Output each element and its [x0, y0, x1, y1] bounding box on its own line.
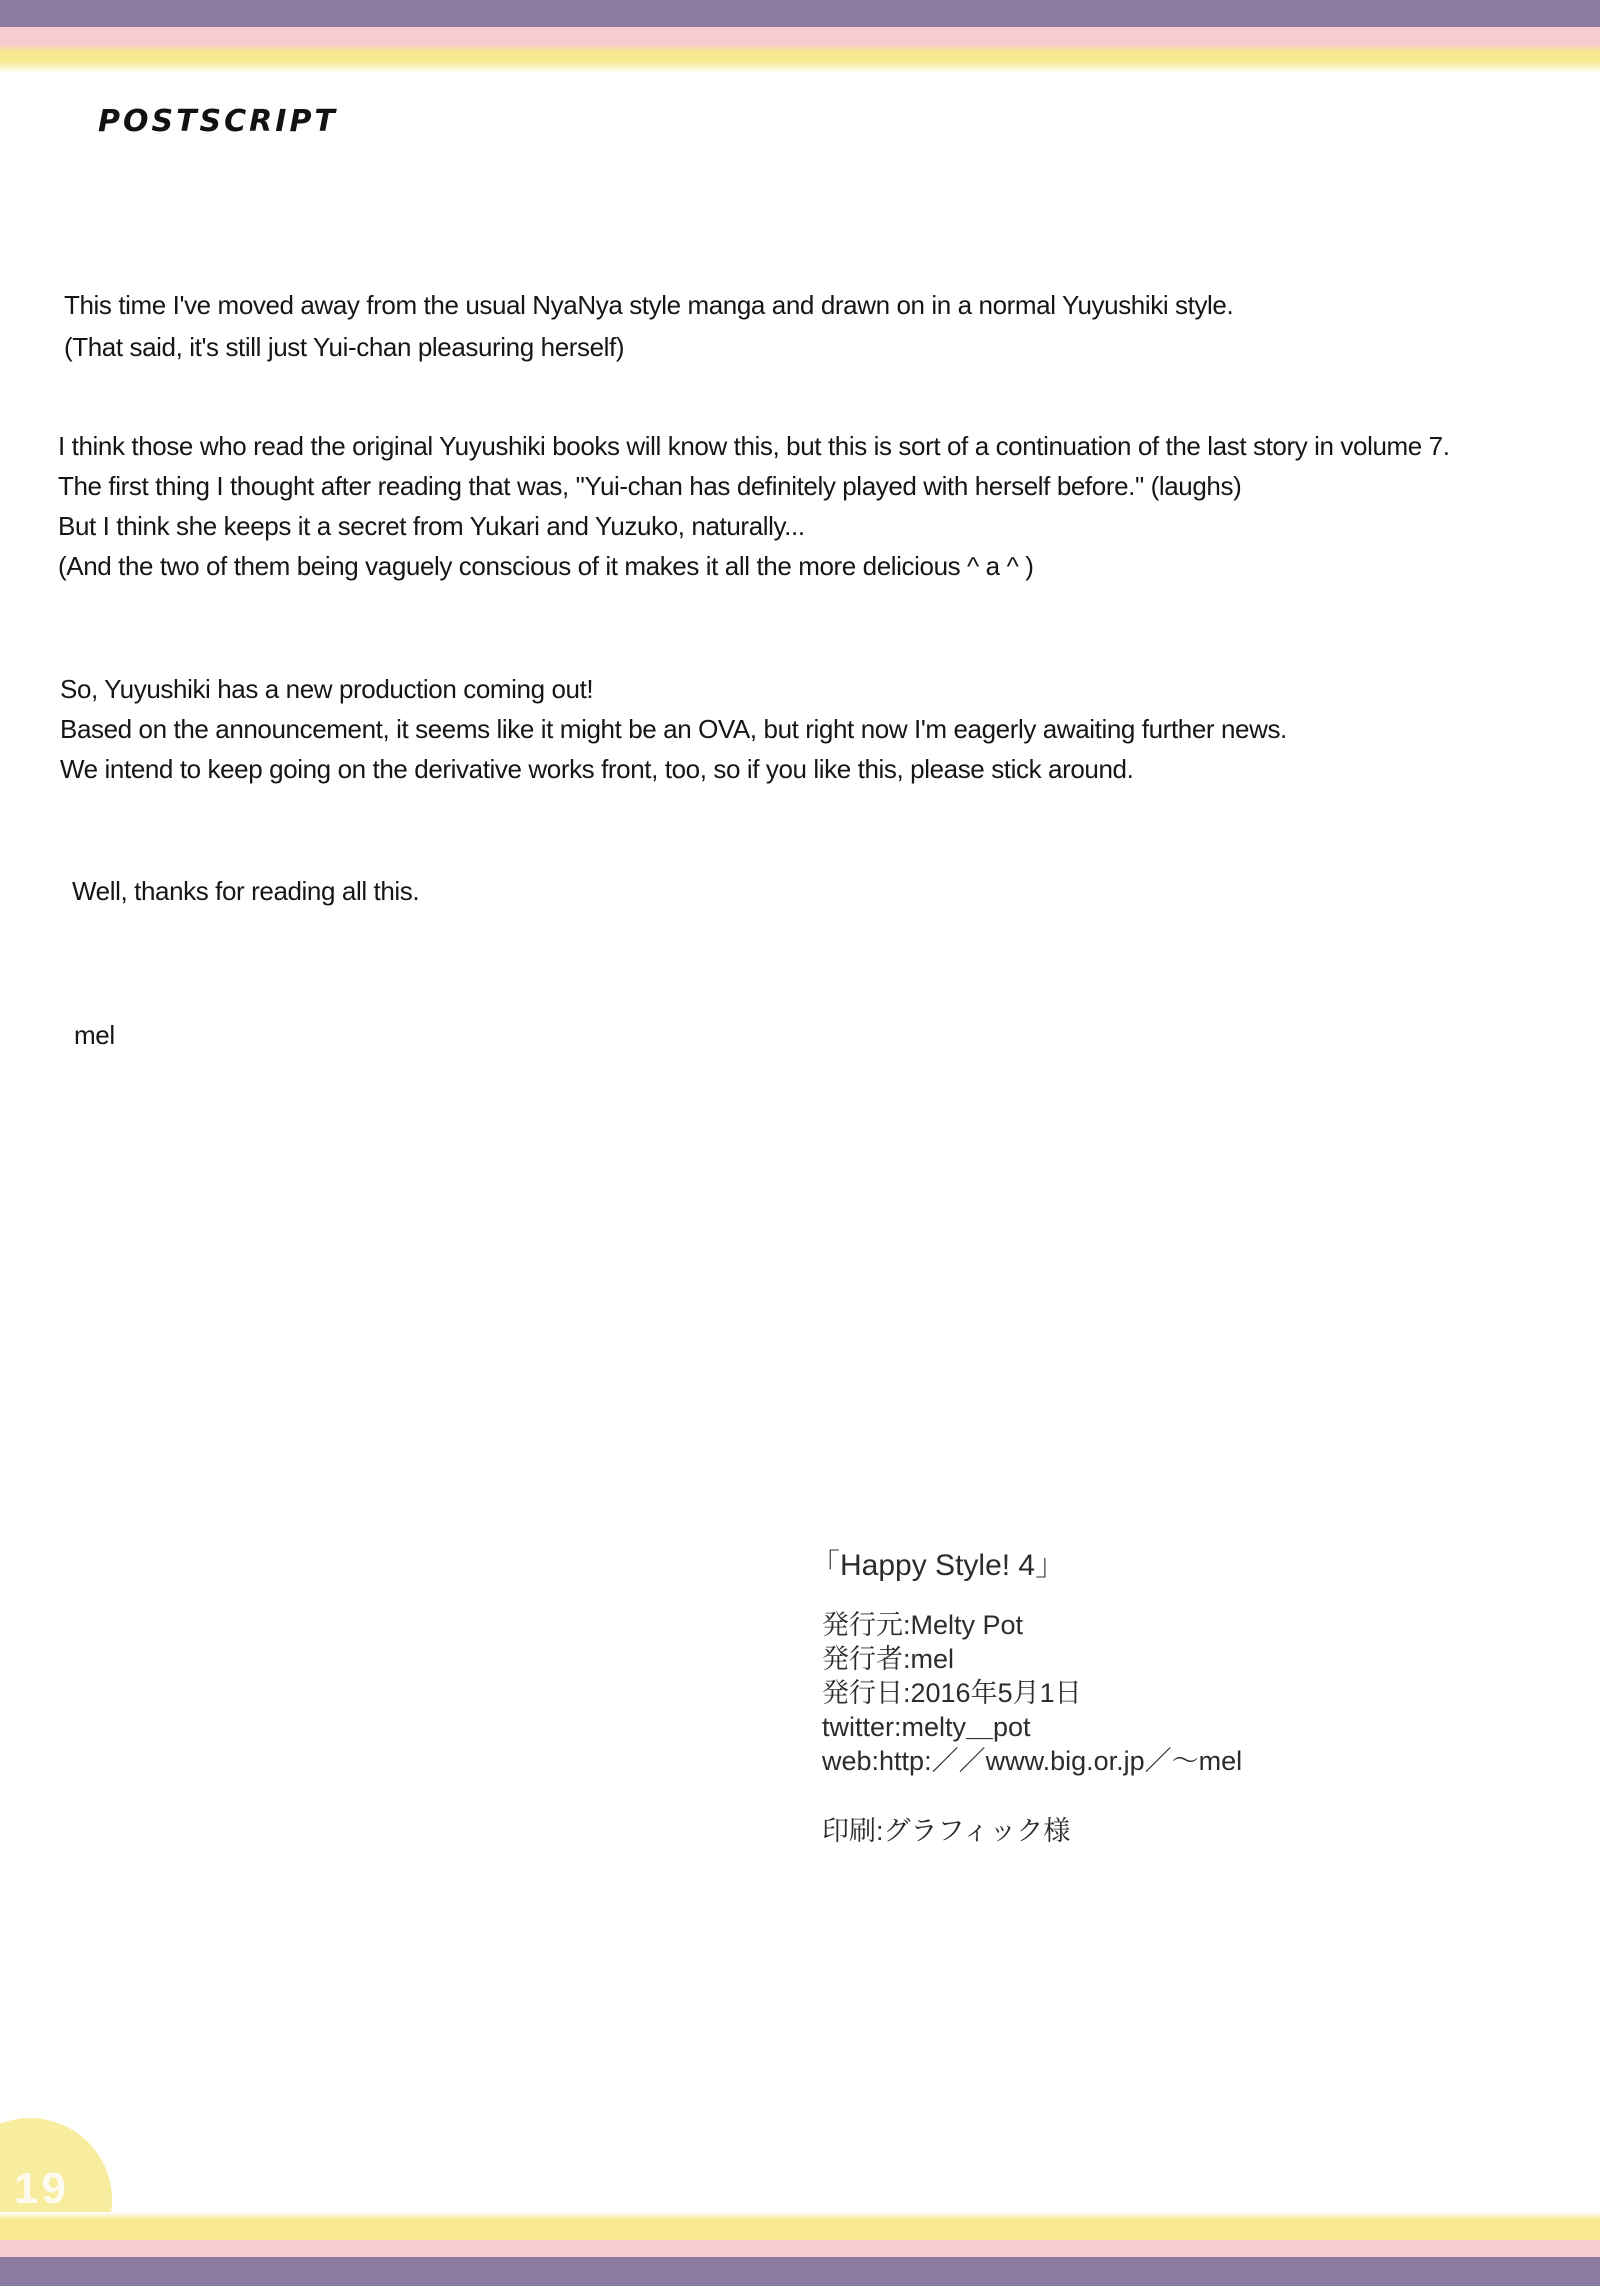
colophon-web-line: web:http:／／www.big.or.jp／～mel — [822, 1746, 1243, 1776]
colophon-book-title: 「Happy Style! 4」 — [810, 1549, 1066, 1582]
paragraph-announcement — [60, 669, 1287, 789]
text-line: But I think she keeps it a secret from Yukari and Yuzuko, naturally... — [58, 511, 805, 541]
text-line: Well, thanks for reading all this. — [72, 876, 420, 906]
text-line: We intend to keep going on the derivative works front, too, so if you like this, please stick around. — [60, 754, 1134, 784]
paragraph-thanks — [72, 871, 419, 911]
paragraph-continuation — [58, 426, 1450, 586]
bottom-border-pink-band — [0, 2240, 1600, 2257]
colophon-twitter-line: twitter:melty＿pot — [822, 1712, 1031, 1742]
text-line: (That said, it's still just Yui-chan pleasuring herself) — [64, 332, 625, 362]
text-line: So, Yuyushiki has a new production coming out! — [60, 674, 594, 704]
page-title: POSTSCRIPT — [98, 104, 338, 139]
text-line: This time I've moved away from the usual NyaNya style manga and drawn on in a normal Yuyushiki style. — [64, 290, 1234, 320]
bottom-border-yellow-band — [0, 2212, 1600, 2240]
top-border-purple-band — [0, 0, 1600, 27]
paragraph-intro — [64, 284, 1233, 368]
colophon-author-line: 発行者:mel — [822, 1644, 955, 1674]
colophon-publisher-line: 発行元:Melty Pot — [822, 1610, 1024, 1640]
colophon-printer-line: 印刷:グラフィック様 — [822, 1816, 1071, 1846]
colophon-info-block — [822, 1608, 1242, 1778]
page-number: 19 — [14, 2164, 69, 2213]
author-signature: mel — [74, 1020, 115, 1050]
text-line: (And the two of them being vaguely conscious of it makes it all the more delicious ^ a ^ ) — [58, 551, 1034, 581]
text-line: Based on the announcement, it seems like it might be an OVA, but right now I'm eagerly awaiting further news. — [60, 714, 1287, 744]
text-line: The first thing I thought after reading that was, "Yui-chan has definitely played with herself before." (laughs) — [58, 471, 1242, 501]
text-line: I think those who read the original Yuyushiki books will know this, but this is sort of a continuation of the last story in volume 7. — [58, 431, 1450, 461]
colophon-date-line: 発行日:2016年5月1日 — [822, 1678, 1082, 1708]
bottom-border-purple-band — [0, 2257, 1600, 2286]
top-border-pink-yellow-band — [0, 27, 1600, 73]
